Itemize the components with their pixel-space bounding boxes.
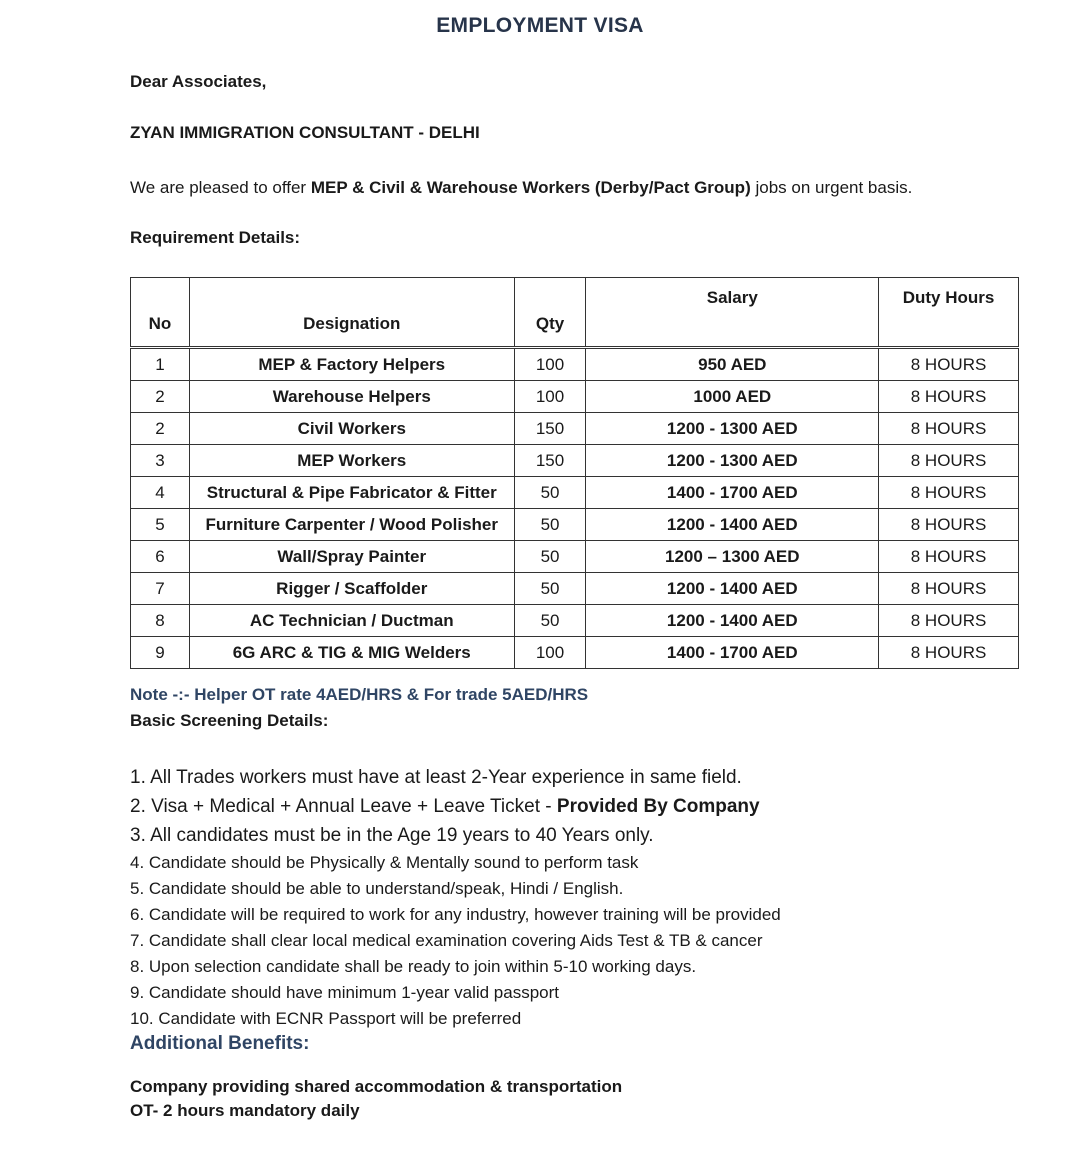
greeting: Dear Associates, bbox=[130, 72, 267, 91]
cell-salary: 1000 AED bbox=[586, 381, 879, 413]
company-name: ZYAN IMMIGRATION CONSULTANT - DELHI bbox=[130, 123, 480, 142]
header-no: No bbox=[131, 278, 190, 348]
cell-no: 8 bbox=[131, 605, 190, 637]
table-row bbox=[131, 381, 1019, 413]
cell-salary: 1200 - 1400 AED bbox=[586, 605, 879, 637]
cell-designation: Warehouse Helpers bbox=[189, 381, 514, 413]
table-row bbox=[131, 509, 1019, 541]
cell-qty: 100 bbox=[514, 381, 586, 413]
cell-designation: Civil Workers bbox=[189, 413, 514, 445]
intro-highlight: MEP & Civil & Warehouse Workers (Derby/Pact Group) bbox=[310, 178, 751, 197]
cell-duty-hours: 8 HOURS bbox=[879, 605, 1019, 637]
table-row bbox=[131, 477, 1019, 509]
list-item: 3. All candidates must be in the Age 19 years to 40 Years only. bbox=[130, 825, 654, 846]
cell-qty: 100 bbox=[514, 348, 586, 381]
cell-salary: 1200 - 1300 AED bbox=[586, 445, 879, 477]
table-row bbox=[131, 605, 1019, 637]
cell-designation: Wall/Spray Painter bbox=[189, 541, 514, 573]
cell-qty: 50 bbox=[514, 541, 586, 573]
cell-salary: 1200 - 1300 AED bbox=[586, 413, 879, 445]
list-item-text: 2. Visa + Medical + Annual Leave + Leave Ticket - bbox=[130, 796, 557, 817]
header-qty: Qty bbox=[514, 278, 586, 348]
cell-duty-hours: 8 HOURS bbox=[879, 413, 1019, 445]
table-row bbox=[131, 445, 1019, 477]
ot-rate-note: Note -:- Helper OT rate 4AED/HRS & For trade 5AED/HRS bbox=[130, 685, 589, 704]
cell-salary: 1200 - 1400 AED bbox=[586, 573, 879, 605]
cell-no: 1 bbox=[131, 348, 190, 381]
cell-qty: 50 bbox=[514, 573, 586, 605]
cell-designation: Furniture Carpenter / Wood Polisher bbox=[189, 509, 514, 541]
cell-qty: 150 bbox=[514, 445, 586, 477]
list-item: 5. Candidate should be able to understand/speak, Hindi / English. bbox=[130, 879, 624, 898]
table-row bbox=[131, 348, 1019, 381]
list-item: 6. Candidate will be required to work for any industry, however training will be provided bbox=[130, 905, 781, 924]
cell-qty: 150 bbox=[514, 413, 586, 445]
header-salary: Salary bbox=[586, 278, 879, 348]
cell-qty: 50 bbox=[514, 477, 586, 509]
intro-prefix: We are pleased to offer bbox=[130, 178, 311, 197]
cell-no: 2 bbox=[131, 381, 190, 413]
screening-list bbox=[130, 763, 781, 1032]
list-item: 9. Candidate should have minimum 1-year valid passport bbox=[130, 983, 560, 1002]
cell-no: 2 bbox=[131, 413, 190, 445]
requirement-table bbox=[130, 277, 1019, 669]
cell-designation: AC Technician / Ductman bbox=[189, 605, 514, 637]
cell-duty-hours: 8 HOURS bbox=[879, 445, 1019, 477]
cell-no: 9 bbox=[131, 637, 190, 669]
cell-no: 7 bbox=[131, 573, 190, 605]
cell-qty: 50 bbox=[514, 509, 586, 541]
list-item: 7. Candidate shall clear local medical examination covering Aids Test & TB & cancer bbox=[130, 931, 763, 950]
requirement-heading: Requirement Details: bbox=[130, 228, 301, 247]
screening-heading: Basic Screening Details: bbox=[130, 711, 329, 730]
table-row bbox=[131, 637, 1019, 669]
table-row bbox=[131, 413, 1019, 445]
page-title: EMPLOYMENT VISA bbox=[436, 14, 644, 37]
list-item: 1. All Trades workers must have at least 2-Year experience in same field. bbox=[130, 767, 742, 788]
cell-salary: 1400 - 1700 AED bbox=[586, 637, 879, 669]
cell-duty-hours: 8 HOURS bbox=[879, 381, 1019, 413]
cell-designation: Rigger / Scaffolder bbox=[189, 573, 514, 605]
benefits-heading: Additional Benefits: bbox=[130, 1033, 310, 1054]
header-duty-hours: Duty Hours bbox=[879, 278, 1019, 348]
cell-designation: MEP Workers bbox=[189, 445, 514, 477]
cell-salary: 1400 - 1700 AED bbox=[586, 477, 879, 509]
cell-duty-hours: 8 HOURS bbox=[879, 509, 1019, 541]
cell-duty-hours: 8 HOURS bbox=[879, 477, 1019, 509]
cell-qty: 50 bbox=[514, 605, 586, 637]
cell-no: 4 bbox=[131, 477, 190, 509]
cell-designation: MEP & Factory Helpers bbox=[189, 348, 514, 381]
cell-duty-hours: 8 HOURS bbox=[879, 541, 1019, 573]
cell-qty: 100 bbox=[514, 637, 586, 669]
cell-no: 5 bbox=[131, 509, 190, 541]
cell-duty-hours: 8 HOURS bbox=[879, 348, 1019, 381]
benefit-item: Company providing shared accommodation & transportation bbox=[130, 1077, 623, 1096]
list-item: 8. Upon selection candidate shall be ready to join within 5-10 working days. bbox=[130, 957, 697, 976]
intro-paragraph bbox=[130, 175, 930, 201]
list-item bbox=[130, 792, 781, 821]
cell-duty-hours: 8 HOURS bbox=[879, 637, 1019, 669]
list-item-emphasis: Provided By Company bbox=[556, 796, 760, 817]
cell-designation: 6G ARC & TIG & MIG Welders bbox=[189, 637, 514, 669]
cell-designation: Structural & Pipe Fabricator & Fitter bbox=[189, 477, 514, 509]
list-item: 10. Candidate with ECNR Passport will be preferred bbox=[130, 1009, 522, 1028]
cell-salary: 1200 – 1300 AED bbox=[586, 541, 879, 573]
cell-salary: 1200 - 1400 AED bbox=[586, 509, 879, 541]
header-designation: Designation bbox=[189, 278, 514, 348]
cell-no: 3 bbox=[131, 445, 190, 477]
cell-salary: 950 AED bbox=[586, 348, 879, 381]
table-row bbox=[131, 573, 1019, 605]
list-item: 4. Candidate should be Physically & Mentally sound to perform task bbox=[130, 853, 639, 872]
intro-suffix: jobs on urgent basis. bbox=[750, 178, 913, 197]
table-row bbox=[131, 541, 1019, 573]
table-header-row bbox=[131, 278, 1019, 348]
benefit-item: OT- 2 hours mandatory daily bbox=[130, 1101, 360, 1120]
cell-no: 6 bbox=[131, 541, 190, 573]
cell-duty-hours: 8 HOURS bbox=[879, 573, 1019, 605]
